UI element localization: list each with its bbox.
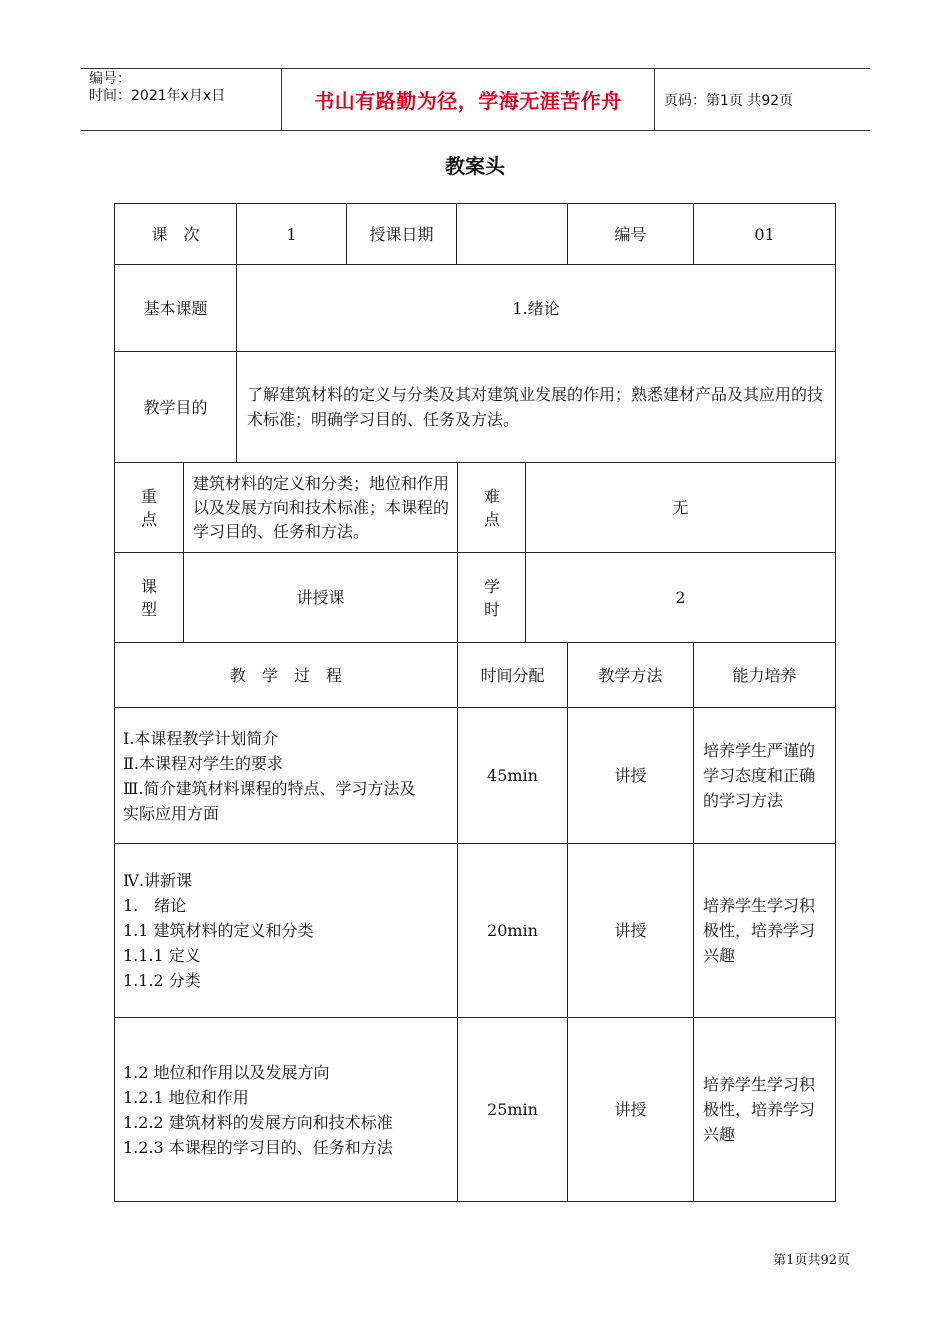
type-label-char: 型 [141,599,158,619]
process-line: 1.1.2 分类 [123,971,201,990]
page-header [81,68,870,131]
key-value: 建筑材料的定义和分类；地位和作用以及发展方向和技术标准；本课程的学习目的、任务和方法。 [183,462,458,553]
time-cell: 45min [457,707,568,844]
hard-label [457,462,526,553]
code-label: 编号 [567,203,694,265]
process-line: 1.2.3 本课程的学习目的、任务和方法 [123,1137,393,1157]
lesson-plan-table [114,203,836,1202]
method-cell: 讲授 [567,843,694,1018]
process-line: 1.1.1 定义 [123,946,201,965]
process-cell [114,1017,458,1202]
process-line: 1. 绪论 [123,896,187,915]
hours-value: 2 [525,552,836,643]
date-label: 授课日期 [346,203,457,265]
hard-value: 无 [525,462,836,553]
process-line: 1.1 建筑材料的定义和分类 [123,921,314,940]
method-header: 教学方法 [567,642,694,708]
time-cell: 20min [457,843,568,1018]
lesson-label: 课 次 [114,203,237,265]
process-cell [114,843,458,1018]
code-value: 01 [693,203,836,265]
process-cell [114,707,458,844]
ability-cell: 培养学生学习积极性，培养学习兴趣 [693,1017,836,1202]
hours-label-char: 时 [484,599,501,619]
date-value [456,203,568,265]
page-footer: 第1页共92页 [773,1253,850,1268]
hours-label-char: 学 [484,576,501,596]
process-line: Ⅱ.本课程对学生的要求 [123,753,283,773]
lesson-value: 1 [236,203,347,265]
time-label: 时间：2021年x月x日 [89,88,226,104]
key-label-char: 点 [141,509,158,529]
hard-label-char: 点 [484,509,501,529]
ability-cell: 培养学生严谨的学习态度和正确的学习方法 [693,707,836,844]
hard-label-char: 难 [484,486,501,506]
type-label [114,552,184,643]
topic-value: 1.绪论 [236,264,836,352]
goal-label: 教学目的 [114,351,237,463]
key-label [114,462,184,553]
process-line: Ⅲ.简介建筑材料课程的特点、学习方法及 [123,778,416,798]
hours-label [457,552,526,643]
type-value: 讲授课 [183,552,458,643]
process-line: 1.2.2 建筑材料的发展方向和技术标准 [123,1112,393,1132]
goal-value: 了解建筑材料的定义与分类及其对建筑业发展的作用；熟悉建材产品及其应用的技术标准；明确学习目的、任务及方法。 [236,351,836,463]
process-line: 实际应用方面 [123,803,220,823]
process-line: 1.2 地位和作用以及发展方向 [123,1062,330,1082]
method-cell: 讲授 [567,707,694,844]
method-cell: 讲授 [567,1017,694,1202]
topic-label: 基本课题 [114,264,237,352]
header-meta [89,71,225,105]
process-line: Ⅰ.本课程教学计划简介 [123,728,279,748]
page-code: 页码：第1页 共92页 [664,92,794,109]
ability-header: 能力培养 [693,642,836,708]
process-line: Ⅳ.讲新课 [123,871,193,890]
document-title: 教案头 [445,154,505,178]
key-label-char: 重 [141,486,158,506]
ability-cell: 培养学生学习积极性，培养学习兴趣 [693,843,836,1018]
process-line: 1.2.1 地位和作用 [123,1087,249,1107]
time-header: 时间分配 [457,642,568,708]
header-divider [654,69,655,130]
number-label: 编号： [89,71,131,87]
process-header: 教 学 过 程 [114,642,458,708]
header-motto: 书山有路勤为径，学海无涯苦作舟 [314,89,622,113]
time-cell: 25min [457,1017,568,1202]
type-label-char: 课 [141,576,158,596]
